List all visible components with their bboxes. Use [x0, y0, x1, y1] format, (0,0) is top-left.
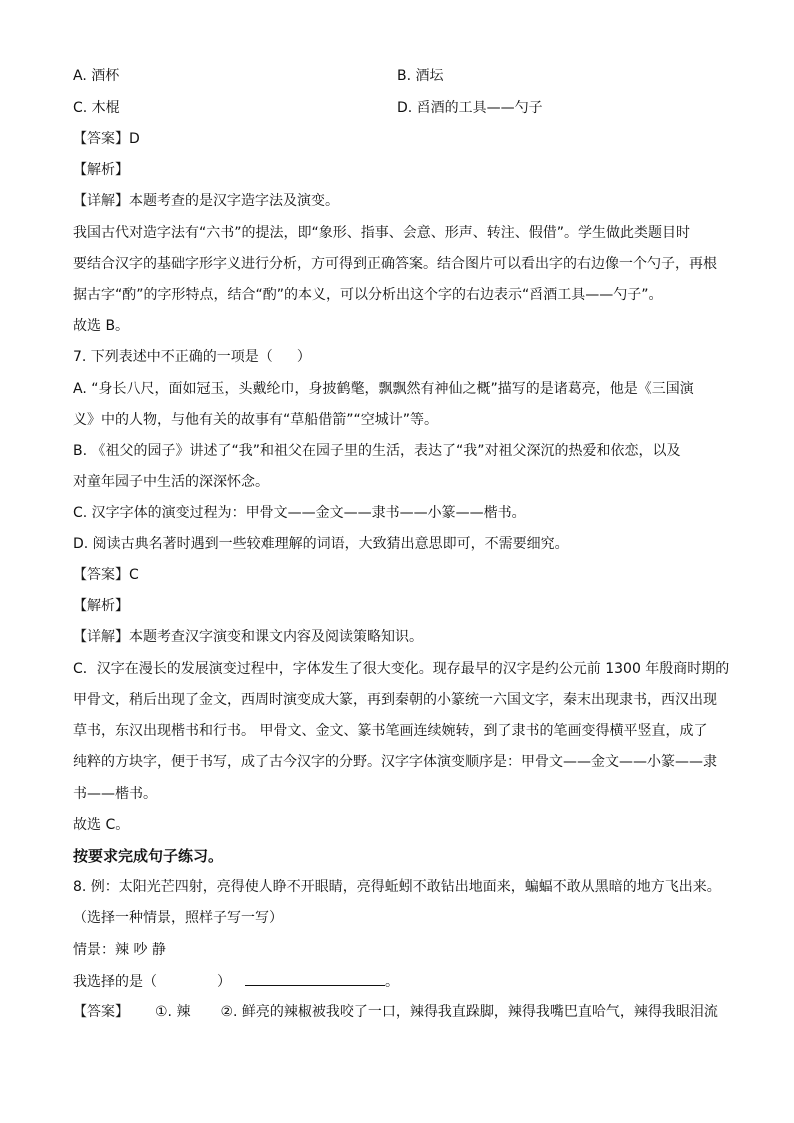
q8-scenarios: 情景：辣 吵 静	[73, 942, 166, 958]
option-b: B. 酒坛	[397, 68, 444, 84]
q7-paragraph-4: 纯粹的方块字，便于书写，成了古今汉字的分野。汉字字体演变顺序是：甲骨文——金文——小篆——隶	[73, 754, 717, 770]
answer-part-1: ①. 辣	[155, 1004, 191, 1020]
q8-answer-line	[73, 1002, 718, 1022]
q6-detail-line	[73, 191, 339, 211]
answer-part-2: ②. 鲜亮的辣椒被我咬了一口，辣得我直跺脚，辣得我嘴巴直哈气，辣得我眼泪流	[220, 1004, 718, 1020]
answer-blank-line[interactable]	[245, 971, 385, 986]
option-d: D. 舀酒的工具——勺子	[397, 100, 543, 116]
answer-tag: 【答案】	[73, 567, 129, 583]
q6-conclusion: 故选 B。	[73, 318, 130, 334]
q7-detail-line	[73, 627, 423, 647]
choice-end: 。	[385, 974, 399, 990]
q7-answer-line	[73, 565, 139, 585]
q7-option-b-line1: B. 《祖父的园子》讲述了“我”和祖父在园子里的生活，表达了“我”对祖父深沉的热爱和依恋，以及	[73, 443, 681, 459]
q7-paragraph-2: 甲骨文，稍后出现了金文，西周时演变成大篆，再到秦朝的小篆统一六国文字，秦末出现隶书，西汉出现	[73, 692, 717, 708]
q8-instruction: （选择一种情景，照样子写一写）	[73, 910, 283, 926]
choice-paren-close: ）	[217, 974, 231, 990]
q7-stem	[73, 347, 311, 367]
q7-paragraph-5: 书——楷书。	[73, 786, 157, 802]
choice-prefix: 我选择的是（	[73, 974, 157, 990]
q6-paragraph-1: 我国古代对造字法有“六书”的提法，即“象形、指事、会意、形声、转注、假借”。学生做此类题目时	[73, 225, 691, 241]
q6-analysis-tag: 【解析】	[73, 162, 129, 178]
q7-option-b-line2: 对童年园子中生活的深深怀念。	[73, 474, 269, 490]
q7-stem-text: 7. 下列表述中不正确的一项是（	[73, 349, 273, 365]
answer-value: D	[129, 131, 140, 147]
q7-paragraph-3: 草书，东汉出现楷书和行书。 甲骨文、金文、篆书笔画连续婉转，到了隶书的笔画变得横平竖直，成了	[73, 723, 708, 739]
answer-tag: 【答案】	[73, 131, 129, 147]
option-a: A. 酒杯	[73, 68, 120, 84]
q6-paragraph-2: 要结合汉字的基础字形字义进行分析，方可得到正确答案。结合图片可以看出字的右边像一个勺子，再根	[73, 256, 717, 272]
q7-option-a-line1: A. “身长八尺，面如冠玉，头戴纶巾，身披鹤氅，飘飘然有神仙之概”描写的是诸葛亮，他是《三国演	[73, 381, 694, 397]
detail-tag: 【详解】	[73, 629, 129, 645]
detail-tag: 【详解】	[73, 193, 129, 209]
detail-text: 本题考查汉字演变和课文内容及阅读策略知识。	[129, 629, 423, 645]
q7-option-d: D. 阅读古典名著时遇到一些较难理解的词语，大致猜出意思即可，不需要细究。	[73, 536, 569, 552]
q7-paragraph-1: C．汉字在漫长的发展演变过程中，字体发生了很大变化。现存最早的汉字是约公元前 1300 年殷商时期的	[73, 661, 730, 677]
q7-stem-close: ）	[296, 349, 311, 365]
q7-analysis-tag: 【解析】	[73, 598, 129, 614]
q8-choice-line	[73, 971, 399, 992]
answer-tag: 【答案】	[73, 1004, 129, 1020]
q7-option-a-line2: 义》中的人物，与他有关的故事有“草船借箭”“空城计”等。	[73, 412, 439, 428]
detail-text: 本题考查的是汉字造字法及演变。	[129, 193, 339, 209]
q6-paragraph-3: 据古字“酌”的字形特点，结合“酌”的本义，可以分析出这个字的右边表示“舀酒工具——勺子”。	[73, 287, 663, 303]
section-title: 按要求完成句子练习。	[73, 847, 224, 865]
option-c: C. 木棍	[73, 100, 120, 116]
answer-value: C	[129, 567, 139, 583]
q7-conclusion: 故选 C。	[73, 817, 130, 833]
q6-answer-line	[73, 129, 140, 149]
q7-option-c: C. 汉字字体的演变过程为：甲骨文——金文——隶书——小篆——楷书。	[73, 505, 526, 521]
q8-stem: 8. 例：太阳光芒四射，亮得使人睁不开眼睛，亮得蚯蚓不敢钻出地面来，蝙蝠不敢从黑暗的地方飞出来。	[73, 879, 721, 895]
